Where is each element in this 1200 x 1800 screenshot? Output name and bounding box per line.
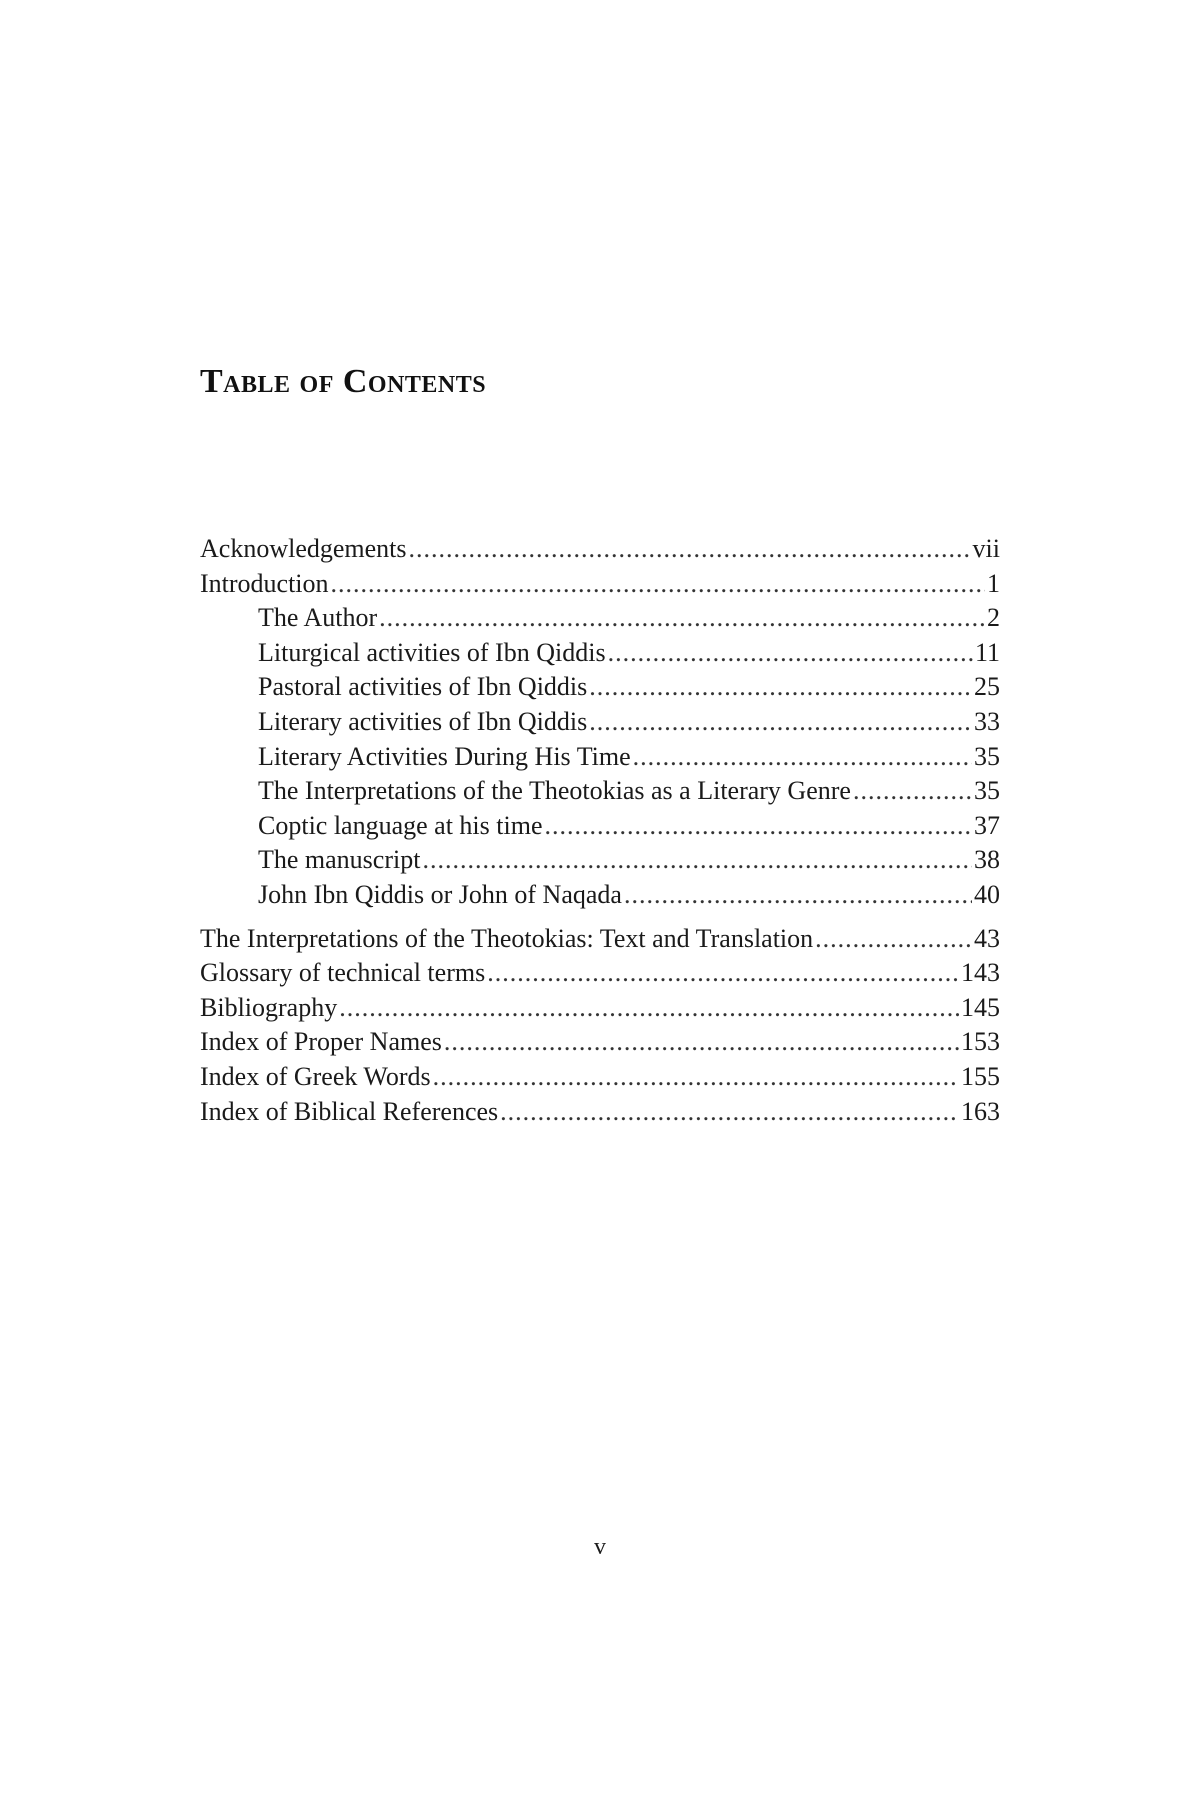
page-number: v: [594, 1534, 606, 1560]
toc-entry-page: 40: [974, 879, 1000, 909]
dot-leader: [589, 705, 972, 740]
toc-entry-page: vii: [972, 534, 1000, 563]
toc-entry-page: 25: [974, 672, 1000, 702]
dot-leader: [444, 1025, 959, 1060]
toc-entry-glossary: [200, 956, 1000, 991]
dot-leader: [331, 567, 985, 602]
toc-entry-label: Index of Biblical References: [200, 1096, 499, 1126]
dot-leader: [608, 636, 973, 671]
toc-entry-page: 11: [974, 637, 1000, 667]
toc-entry-page: 33: [974, 706, 1000, 736]
toc-entry-page: 43: [974, 923, 1000, 953]
toc-entry-page: 2: [987, 603, 1000, 633]
dot-leader: [339, 991, 959, 1026]
toc-entry-john-ibn-qiddis: [200, 878, 1000, 913]
dot-leader: [487, 956, 959, 991]
toc-entry-label: Introduction: [200, 568, 329, 598]
toc-entry-page: 37: [974, 810, 1000, 840]
toc-entry-label: Acknowledgements: [200, 534, 407, 563]
toc-entry-index-greek-words: [200, 1060, 1000, 1095]
toc-entry-page: 163: [961, 1096, 1000, 1126]
toc-entry-label: The Interpretations of the Theotokias as a Literary Genre: [258, 776, 851, 806]
toc-entry-index-biblical-references: [200, 1095, 1000, 1130]
toc-entry-index-proper-names: [200, 1025, 1000, 1060]
toc-entry-page: 153: [961, 1027, 1000, 1057]
toc-entry-label: Index of Proper Names: [200, 1027, 442, 1057]
toc-entry-label: Glossary of technical terms: [200, 958, 486, 988]
toc-entry-literary-genre: [200, 774, 1000, 809]
toc-entry-acknowledgements: [200, 532, 1000, 567]
toc-entry-literary-activities: [200, 705, 1000, 740]
toc-entry-label: Pastoral activities of Ibn Qiddis: [258, 672, 588, 702]
toc-entry-page: 35: [974, 741, 1000, 771]
toc-entry-liturgical-activities: [200, 636, 1000, 671]
toc-entry-label: John Ibn Qiddis or John of Naqada: [258, 879, 622, 909]
dot-leader: [589, 670, 972, 705]
dot-leader: [545, 809, 973, 844]
toc-entry-label: Coptic language at his time: [258, 810, 543, 840]
toc-entry-label: Literary activities of Ibn Qiddis: [258, 706, 588, 736]
dot-leader: [500, 1095, 959, 1130]
toc-entry-literary-activities-during-his-time: [200, 740, 1000, 775]
dot-leader: [853, 774, 972, 809]
dot-leader: [379, 601, 985, 636]
toc-entry-bibliography: [200, 991, 1000, 1026]
toc-entry-text-and-translation: [200, 922, 1000, 957]
dot-leader: [409, 532, 971, 567]
toc-entry-page: 143: [961, 958, 1000, 988]
toc-entry-label: Index of Greek Words: [200, 1061, 431, 1091]
dot-leader: [433, 1060, 959, 1095]
toc-entry-label: The manuscript: [258, 845, 421, 875]
page-title: Table of Contents: [200, 363, 487, 400]
toc-entry-page: 145: [961, 992, 1000, 1022]
toc-entry-the-author: [200, 601, 1000, 636]
toc-entry-label: Literary Activities During His Time: [258, 741, 631, 771]
toc-entry-page: 1: [987, 568, 1000, 598]
toc-entry-page: 155: [961, 1061, 1000, 1091]
toc-entry-page: 38: [974, 845, 1000, 875]
toc-entry-label: The Interpretations of the Theotokias: Text and Translation: [200, 923, 814, 953]
dot-leader: [815, 922, 972, 957]
toc-entry-page: 35: [974, 776, 1000, 806]
table-of-contents: [200, 532, 1000, 1129]
dot-leader: [624, 878, 972, 913]
toc-entry-label: Liturgical activities of Ibn Qiddis: [258, 637, 606, 667]
dot-leader: [422, 843, 972, 878]
toc-entry-label: Bibliography: [200, 992, 338, 1022]
dot-leader: [633, 740, 972, 775]
toc-entry-the-manuscript: [200, 843, 1000, 878]
toc-entry-label: The Author: [258, 603, 378, 633]
toc-entry-coptic-language: [200, 809, 1000, 844]
toc-entry-pastoral-activities: [200, 670, 1000, 705]
toc-entry-introduction: [200, 567, 1000, 602]
